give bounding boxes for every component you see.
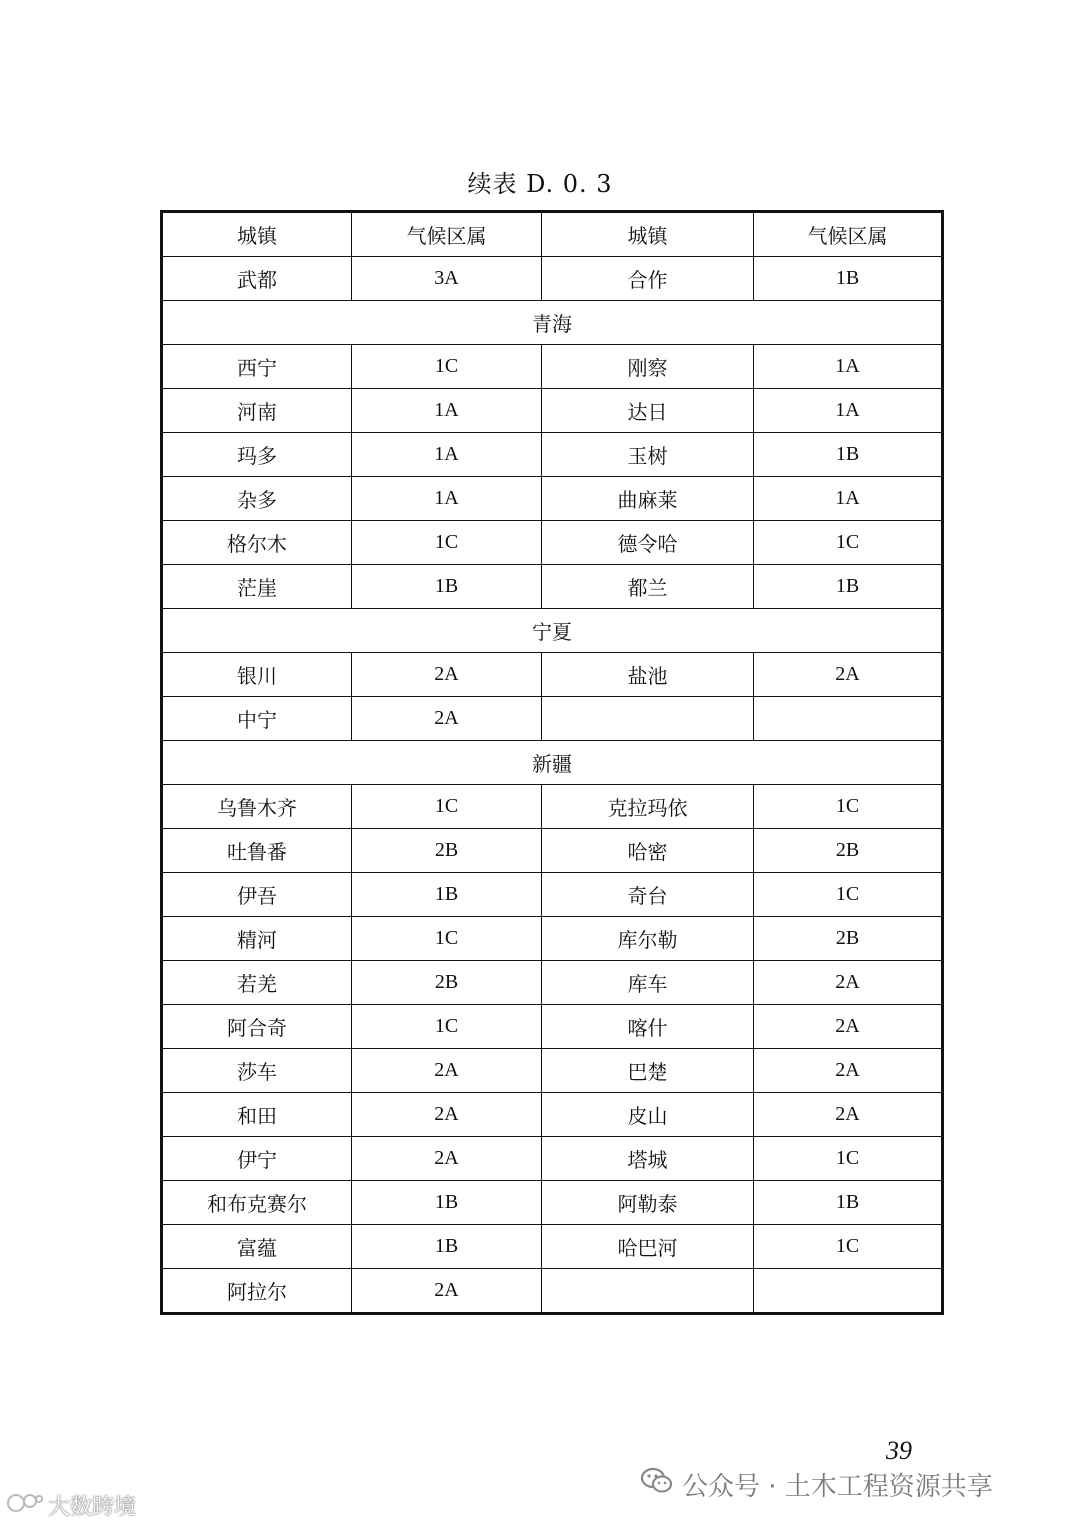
zone-cell: 1B (754, 565, 943, 609)
town-cell: 盐池 (542, 653, 754, 697)
zone-cell: 1A (754, 389, 943, 433)
zone-cell: 2A (352, 653, 542, 697)
town-cell: 莎车 (162, 1049, 352, 1093)
table-row (162, 653, 943, 697)
zone-cell: 1C (352, 345, 542, 389)
town-cell: 塔城 (542, 1137, 754, 1181)
town-cell: 若羌 (162, 961, 352, 1005)
town-cell: 阿拉尔 (162, 1269, 352, 1314)
table-row (162, 1049, 943, 1093)
header-cell-town-2: 城镇 (542, 212, 754, 257)
town-cell: 精河 (162, 917, 352, 961)
town-cell: 吐鲁番 (162, 829, 352, 873)
table-row (162, 917, 943, 961)
header-cell-town-1: 城镇 (162, 212, 352, 257)
zone-cell: 1C (352, 521, 542, 565)
table-row (162, 873, 943, 917)
town-cell: 伊宁 (162, 1137, 352, 1181)
header-cell-zone-2: 气候区属 (754, 212, 943, 257)
town-cell: 伊吾 (162, 873, 352, 917)
town-cell (542, 1269, 754, 1314)
town-cell: 和布克赛尔 (162, 1181, 352, 1225)
table-row (162, 565, 943, 609)
town-cell: 皮山 (542, 1093, 754, 1137)
town-cell: 达日 (542, 389, 754, 433)
watermark-brand-text: 大数跨境 (48, 1495, 137, 1520)
table-row (162, 1225, 943, 1269)
town-cell: 玛多 (162, 433, 352, 477)
zone-cell (754, 697, 943, 741)
table-row (162, 389, 943, 433)
town-cell (542, 697, 754, 741)
town-cell: 阿勒泰 (542, 1181, 754, 1225)
zone-cell: 1C (352, 785, 542, 829)
table-row (162, 1137, 943, 1181)
wechat-icon (640, 1466, 674, 1503)
zone-cell: 1B (754, 1181, 943, 1225)
town-cell: 都兰 (542, 565, 754, 609)
zone-cell (754, 1269, 943, 1314)
zone-cell: 3A (352, 257, 542, 301)
zone-cell: 1C (754, 1225, 943, 1269)
table-row (162, 345, 943, 389)
zone-cell: 2A (352, 1049, 542, 1093)
table-row (162, 433, 943, 477)
watermark-wechat (640, 1466, 993, 1503)
header-cell-zone-1: 气候区属 (352, 212, 542, 257)
zone-cell: 2B (352, 829, 542, 873)
zone-cell: 2A (754, 1093, 943, 1137)
town-cell: 巴楚 (542, 1049, 754, 1093)
section-row (162, 301, 943, 345)
zone-cell: 2A (754, 653, 943, 697)
town-cell: 玉树 (542, 433, 754, 477)
section-title: 新疆 (162, 741, 943, 785)
table-row (162, 1093, 943, 1137)
table-row (162, 521, 943, 565)
zone-cell: 1A (754, 345, 943, 389)
town-cell: 格尔木 (162, 521, 352, 565)
section-title: 宁夏 (162, 609, 943, 653)
zone-cell: 2A (352, 697, 542, 741)
table-row (162, 697, 943, 741)
table-caption: 续表 D. 0. 3 (467, 170, 613, 198)
zone-cell: 1A (754, 477, 943, 521)
watermark-wechat-text: 公众号 · 土木工程资源共享 (682, 1472, 993, 1502)
zone-cell: 2A (352, 1093, 542, 1137)
town-cell: 西宁 (162, 345, 352, 389)
zone-cell: 1C (754, 873, 943, 917)
zone-cell: 1B (352, 873, 542, 917)
page-number: 39 (886, 1436, 912, 1465)
zone-cell: 1B (352, 1225, 542, 1269)
town-cell: 哈密 (542, 829, 754, 873)
table-row (162, 961, 943, 1005)
zone-cell: 1A (352, 433, 542, 477)
town-cell: 河南 (162, 389, 352, 433)
zone-cell: 1C (754, 785, 943, 829)
town-cell: 喀什 (542, 1005, 754, 1049)
zone-cell: 1C (352, 917, 542, 961)
zone-cell: 1C (754, 1137, 943, 1181)
town-cell: 和田 (162, 1093, 352, 1137)
town-cell: 杂多 (162, 477, 352, 521)
zone-cell: 2A (352, 1269, 542, 1314)
climate-zone-table (160, 210, 941, 1315)
town-cell: 武都 (162, 257, 352, 301)
table-row (162, 257, 943, 301)
town-cell: 乌鲁木齐 (162, 785, 352, 829)
watermark-brand (6, 1490, 136, 1521)
zone-cell: 2B (754, 917, 943, 961)
zone-cell: 1A (352, 477, 542, 521)
town-cell: 银川 (162, 653, 352, 697)
section-row (162, 741, 943, 785)
table-row (162, 1181, 943, 1225)
town-cell: 德令哈 (542, 521, 754, 565)
town-cell: 合作 (542, 257, 754, 301)
table-header-row (162, 212, 943, 257)
town-cell: 刚察 (542, 345, 754, 389)
zone-cell: 1A (352, 389, 542, 433)
table-row (162, 1005, 943, 1049)
town-cell: 库车 (542, 961, 754, 1005)
zone-cell: 1C (754, 521, 943, 565)
section-row (162, 609, 943, 653)
town-cell: 哈巴河 (542, 1225, 754, 1269)
table-row (162, 477, 943, 521)
zone-cell: 1B (754, 433, 943, 477)
table-row (162, 1269, 943, 1314)
zone-cell: 2B (352, 961, 542, 1005)
table-row (162, 829, 943, 873)
town-cell: 克拉玛依 (542, 785, 754, 829)
town-cell: 奇台 (542, 873, 754, 917)
zone-cell: 2B (754, 829, 943, 873)
zone-cell: 2A (754, 1005, 943, 1049)
zone-cell: 2A (754, 1049, 943, 1093)
zone-cell: 1B (754, 257, 943, 301)
town-cell: 中宁 (162, 697, 352, 741)
zone-cell: 1B (352, 1181, 542, 1225)
town-cell: 富蕴 (162, 1225, 352, 1269)
zone-cell: 2A (352, 1137, 542, 1181)
table-row (162, 785, 943, 829)
zone-cell: 1C (352, 1005, 542, 1049)
zone-cell: 2A (754, 961, 943, 1005)
brand-logo-icon (6, 1491, 44, 1521)
section-title: 青海 (162, 301, 943, 345)
town-cell: 库尔勒 (542, 917, 754, 961)
town-cell: 阿合奇 (162, 1005, 352, 1049)
town-cell: 曲麻莱 (542, 477, 754, 521)
town-cell: 茫崖 (162, 565, 352, 609)
zone-cell: 1B (352, 565, 542, 609)
